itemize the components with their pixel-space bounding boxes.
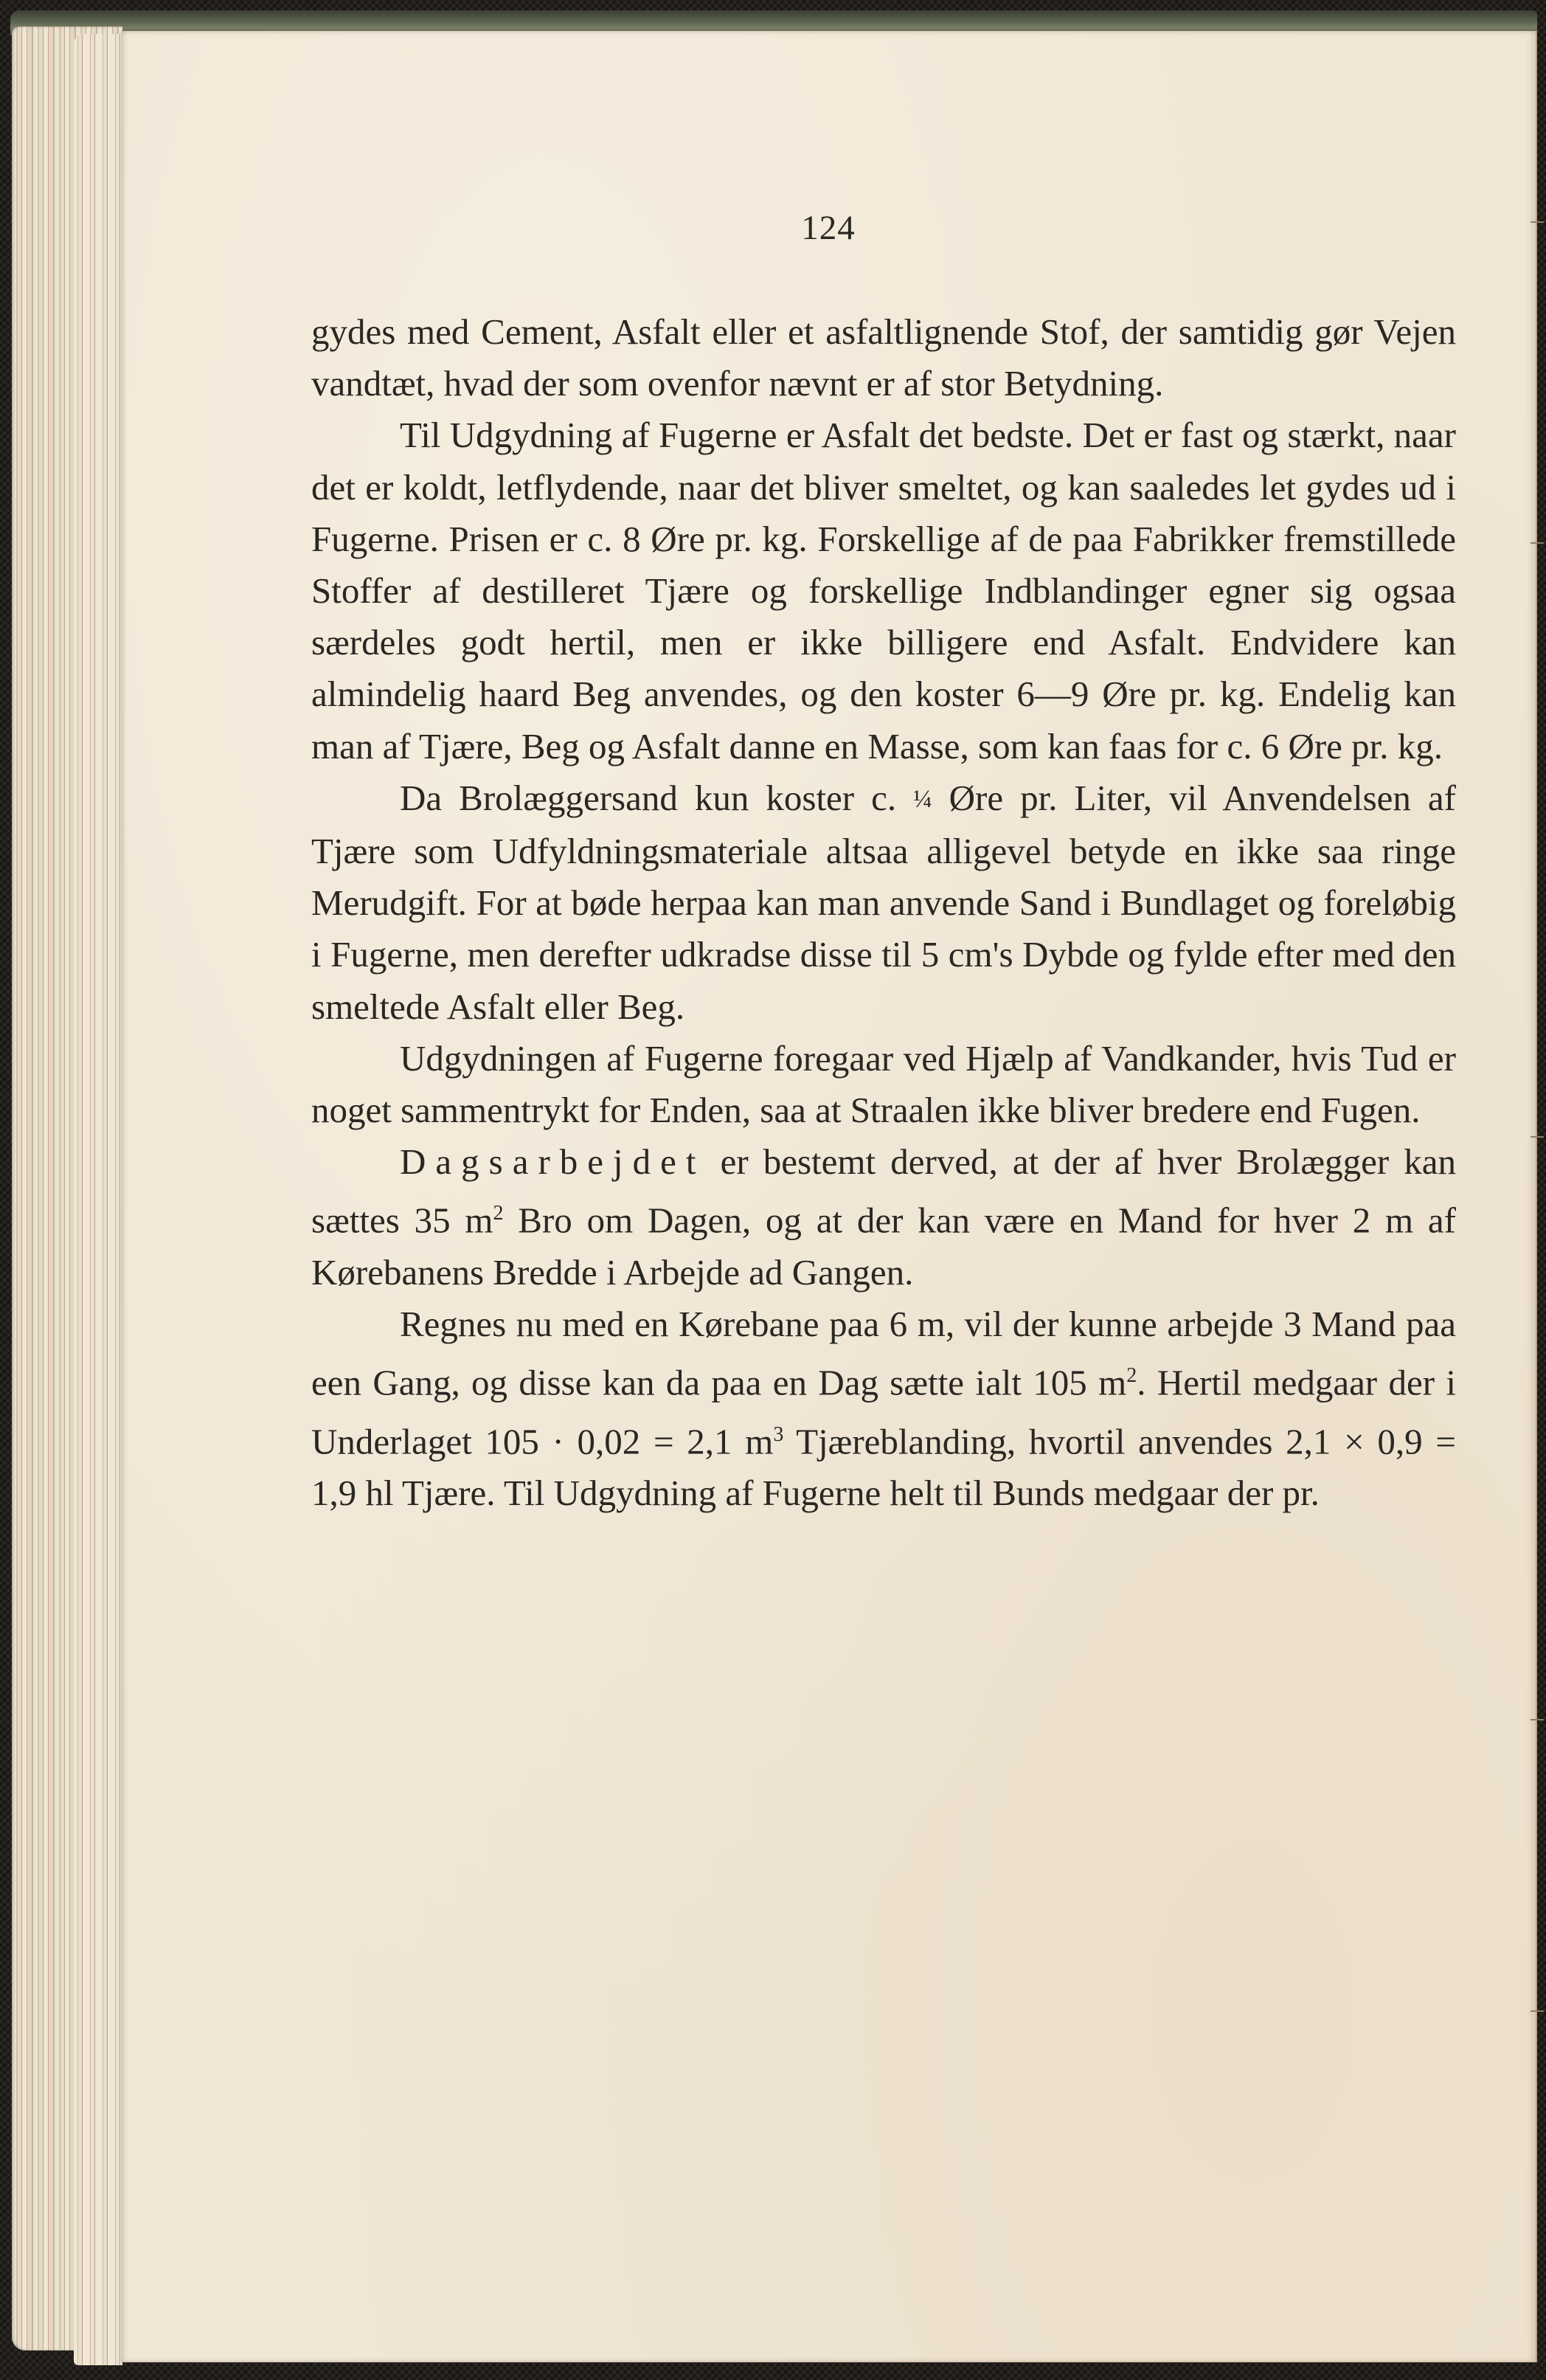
paragraph-6-part-c: Tjæreblanding, hvortil anvendes 2,1 × 0,9 = 1,9 hl Tjære. Til Udgydning af Fugerne helt til Bunds medgaar der pr. [311, 1421, 1456, 1514]
paragraph-3 [311, 772, 1456, 1033]
paragraph-1: gydes med Cement, Asfalt eller et asfaltlignende Stof, der samtidig gør Vejen vandtæt, hvad der som ovenfor nævnt er af stor Betydning. [311, 311, 1456, 404]
superscript-2: 2 [1126, 1364, 1137, 1388]
paragraph-2: Til Udgydning af Fugerne er Asfalt det bedste. Det er fast og stærkt, naar det er koldt, letflydende, naar det bliver smeltet, og kan saaledes let gydes ud i Fugerne. Prisen er c. 8 Øre pr. kg. Forskellige af de paa Fabrikker fremstillede Stoffer af destilleret Tjære og forskellige Indblandinger egner sig ogsaa særdeles godt hertil, men er ikke billigere end Asfalt. Endvidere kan almindelig haard Beg anvendes, og den koster 6—9 Øre pr. kg. Endelig kan man af Tjære, Beg og Asfalt danne en Masse, som kan faas for c. 6 Øre pr. kg. [311, 415, 1456, 767]
book-page [121, 31, 1537, 2362]
paragraph-5-part-b: Bro om Dagen, og at der kan være en Mand for hver 2 m af Kørebanens Bredde i Arbejde ad Gangen. [311, 1200, 1456, 1293]
paragraph-3-after: Øre pr. Liter, vil Anvendelsen af Tjære som Udfyldningsmateriale altsaa alligevel betyde en ikke saa ringe Merudgift. For at bøde herpaa kan man anvende Sand i Bundlaget og foreløbig i Fugerne, men derefter udkradse disse til 5 cm's Dybde og fylde efter med den smeltede Asfalt eller Beg. [311, 777, 1456, 1027]
superscript-3: 3 [773, 1422, 784, 1446]
margin-mark [1531, 1136, 1544, 1138]
margin-mark [1531, 2010, 1544, 2012]
paragraph-6 [311, 1298, 1456, 1519]
page-number: 124 [801, 209, 856, 247]
spaced-heading-word: Dagsarbejdet [400, 1141, 706, 1183]
fraction-quarter: ¼ [913, 785, 932, 813]
paragraph-3-before: Da Brolæggersand kun koster c. [400, 777, 914, 818]
superscript-2: 2 [493, 1202, 504, 1225]
page-stack-inner-edges [74, 34, 122, 2365]
margin-mark [1531, 542, 1544, 544]
margin-mark [1531, 221, 1544, 223]
paragraph-5-part-a: er bestemt derved, at der af hver Brolægger kan sættes 35 m [311, 1141, 1456, 1241]
paragraph-6-part-b: . Hertil medgaar der i Underlaget 105 · 0,02 = 2,1 m [311, 1362, 1456, 1462]
paragraph-6-part-a: Regnes nu med en Kørebane paa 6 m, vil der kunne arbejde 3 Mand paa een Gang, og disse kan da paa en Dag sætte ialt 105 m [311, 1304, 1456, 1403]
margin-mark [1531, 1719, 1544, 1720]
paragraph-5 [311, 1136, 1456, 1298]
paragraph-4: Udgydningen af Fugerne foregaar ved Hjælp af Vandkander, hvis Tud er noget sammentrykt for Enden, saa at Straalen ikke bliver bredere end Fugen. [311, 1037, 1456, 1131]
body-text [311, 306, 1456, 1520]
